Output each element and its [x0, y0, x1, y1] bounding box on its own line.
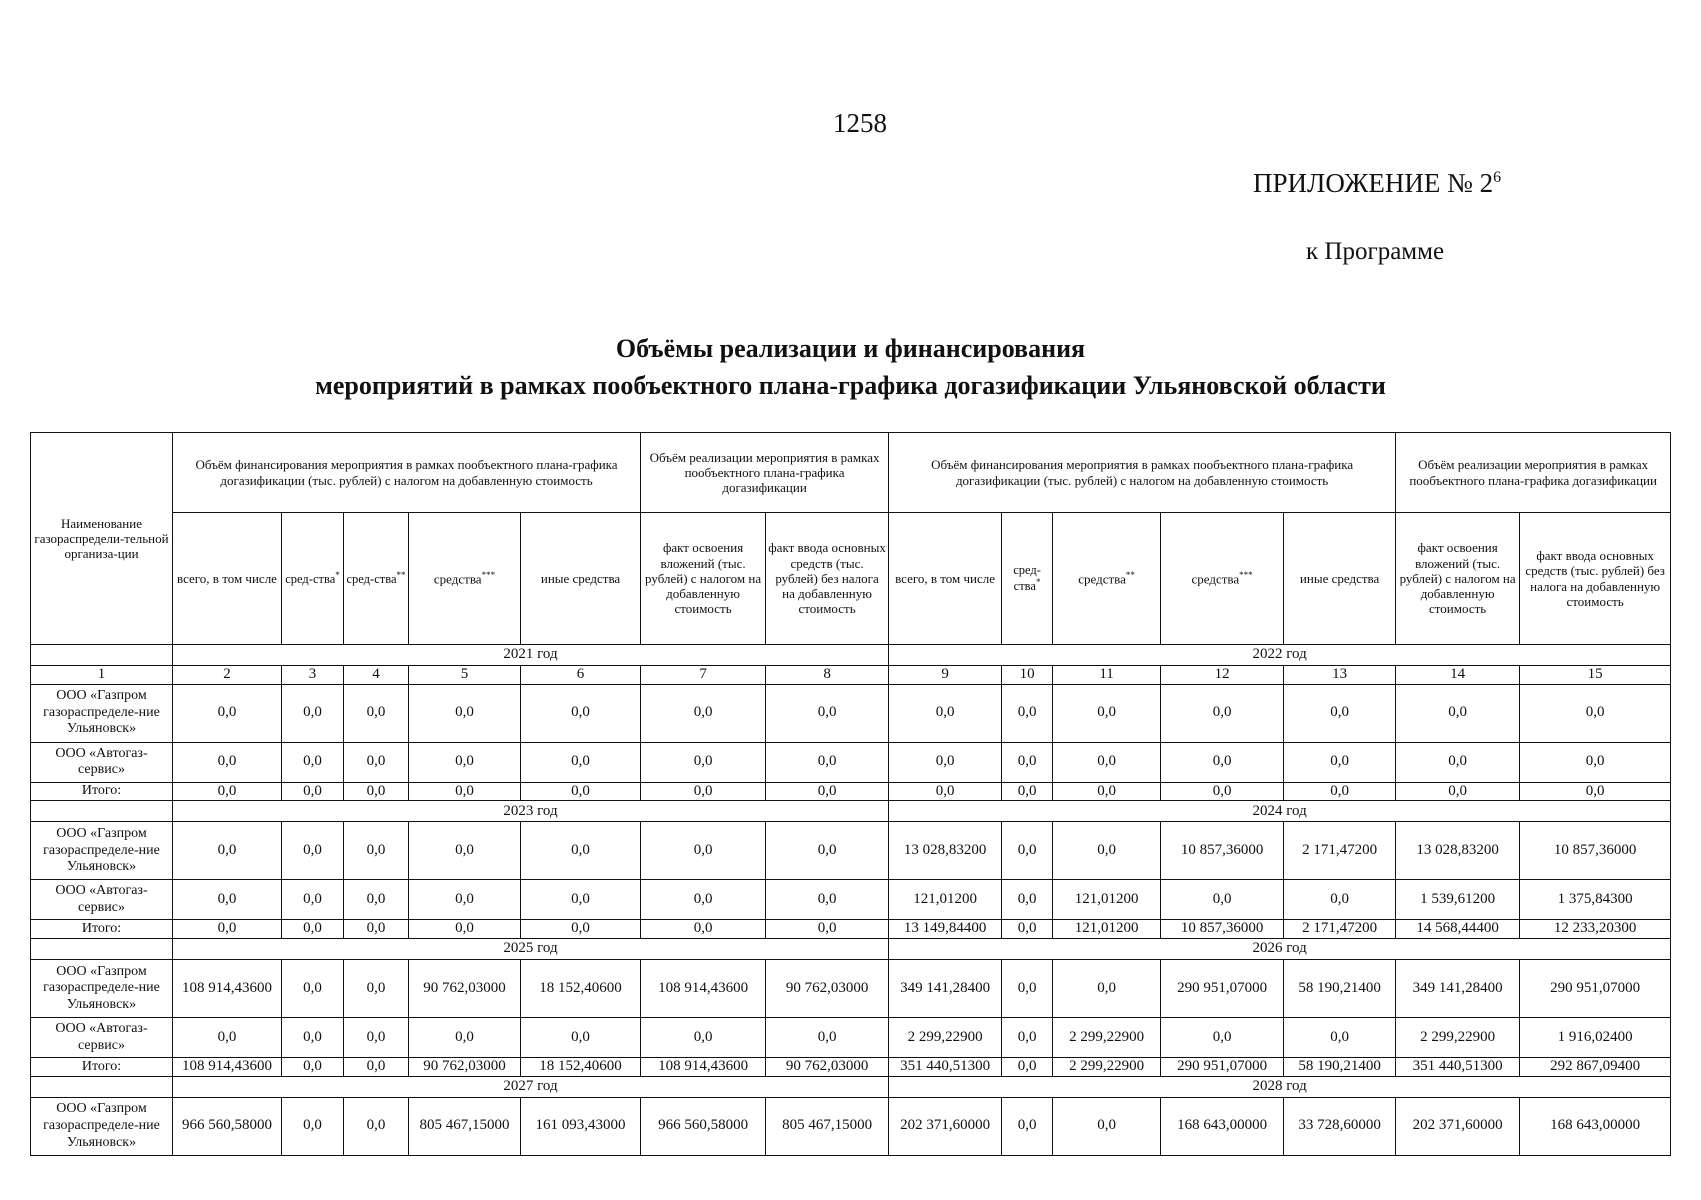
value-cell: 0,0	[766, 742, 889, 782]
column-number: 2	[173, 666, 282, 685]
value-cell: 290 951,07000	[1161, 960, 1284, 1018]
value-cell: 0,0	[282, 960, 344, 1018]
table-row	[31, 960, 1671, 1018]
header-total-left: всего, в том числе	[173, 513, 282, 645]
value-cell: 12 233,20300	[1520, 920, 1671, 939]
column-number: 5	[409, 666, 521, 685]
appendix-label	[1253, 168, 1501, 199]
value-cell: 10 857,36000	[1520, 822, 1671, 880]
header-funds-regional-left	[344, 513, 409, 645]
column-numbers-row	[31, 666, 1671, 685]
value-cell: 90 762,03000	[766, 960, 889, 1018]
year-row-blank	[31, 939, 173, 960]
header-funds-text: средства	[1078, 571, 1126, 587]
value-cell: 1 916,02400	[1520, 1018, 1671, 1058]
value-cell: 0,0	[282, 920, 344, 939]
value-cell: 0,0	[1284, 782, 1396, 801]
value-cell: 0,0	[409, 742, 521, 782]
value-cell: 2 299,22900	[889, 1018, 1002, 1058]
value-cell: 0,0	[409, 1018, 521, 1058]
footnote-mark: *	[335, 570, 340, 581]
value-cell: 966 560,58000	[641, 1097, 766, 1155]
value-cell: 0,0	[641, 920, 766, 939]
value-cell: 0,0	[1002, 880, 1053, 920]
value-cell: 18 152,40600	[521, 1058, 641, 1077]
value-cell: 0,0	[766, 782, 889, 801]
value-cell: 0,0	[282, 1018, 344, 1058]
header-total-right: всего, в том числе	[889, 513, 1002, 645]
org-name-cell: Итого:	[31, 1058, 173, 1077]
value-cell: 2 299,22900	[1053, 1018, 1161, 1058]
value-cell: 0,0	[344, 782, 409, 801]
value-cell: 0,0	[1002, 1018, 1053, 1058]
header-funds-regional-right	[1053, 513, 1161, 645]
header-funds-text: средства	[1191, 571, 1240, 587]
value-cell: 0,0	[173, 684, 282, 742]
value-cell: 0,0	[344, 960, 409, 1018]
year-label-left: 2025 год	[173, 939, 889, 960]
value-cell: 0,0	[344, 1018, 409, 1058]
column-number: 15	[1520, 666, 1671, 685]
value-cell: 0,0	[1053, 960, 1161, 1018]
value-cell: 349 141,28400	[889, 960, 1002, 1018]
value-cell: 0,0	[766, 920, 889, 939]
value-cell: 0,0	[1284, 684, 1396, 742]
value-cell: 0,0	[1053, 742, 1161, 782]
table-row	[31, 1097, 1671, 1155]
value-cell: 2 171,47200	[1284, 920, 1396, 939]
value-cell: 0,0	[409, 920, 521, 939]
value-cell: 14 568,44400	[1396, 920, 1520, 939]
value-cell: 2 299,22900	[1396, 1018, 1520, 1058]
year-label-right: 2028 год	[889, 1076, 1671, 1097]
value-cell: 0,0	[1053, 1097, 1161, 1155]
header-funds-federal-left	[282, 513, 344, 645]
value-cell: 349 141,28400	[1396, 960, 1520, 1018]
value-cell: 121,01200	[1053, 880, 1161, 920]
value-cell: 1 375,84300	[1520, 880, 1671, 920]
value-cell: 0,0	[344, 742, 409, 782]
header-funds-text: сред-ства	[285, 572, 336, 587]
year-row	[31, 939, 1671, 960]
year-label-left: 2023 год	[173, 801, 889, 822]
total-row	[31, 1058, 1671, 1077]
value-cell: 90 762,03000	[409, 1058, 521, 1077]
year-label-right: 2022 год	[889, 645, 1671, 666]
value-cell: 0,0	[1284, 742, 1396, 782]
value-cell: 0,0	[173, 1018, 282, 1058]
value-cell: 0,0	[1002, 822, 1053, 880]
value-cell: 0,0	[282, 742, 344, 782]
value-cell: 0,0	[282, 684, 344, 742]
value-cell: 0,0	[1002, 782, 1053, 801]
column-number: 12	[1161, 666, 1284, 685]
value-cell: 0,0	[173, 782, 282, 801]
value-cell: 0,0	[344, 880, 409, 920]
value-cell: 161 093,43000	[521, 1097, 641, 1155]
year-row	[31, 1076, 1671, 1097]
value-cell: 0,0	[1520, 742, 1671, 782]
value-cell: 0,0	[641, 742, 766, 782]
value-cell: 58 190,21400	[1284, 1058, 1396, 1077]
column-number: 14	[1396, 666, 1520, 685]
header-funds-text: сред-ства	[346, 572, 397, 587]
column-number: 6	[521, 666, 641, 685]
value-cell: 13 149,84400	[889, 920, 1002, 939]
header-financing-left: Объём финансирования мероприятия в рамках пообъектного плана-графика догазификации (тыс. рублей) с налогом на добавленную стоимость	[173, 433, 641, 513]
org-name-cell: ООО «Газпром газораспределе-ние Ульяновск»	[31, 960, 173, 1018]
appendix-text: ПРИЛОЖЕНИЕ № 2	[1253, 168, 1494, 198]
value-cell: 0,0	[1161, 1018, 1284, 1058]
value-cell: 121,01200	[1053, 920, 1161, 939]
column-number: 9	[889, 666, 1002, 685]
org-name-cell: ООО «Газпром газораспределе-ние Ульяновск»	[31, 1097, 173, 1155]
footnote-mark: **	[1125, 570, 1135, 581]
value-cell: 0,0	[1396, 782, 1520, 801]
header-fact-commission-right: факт ввода основных средств (тыс. рублей) без налога на добавленную стоимость	[1520, 513, 1671, 645]
value-cell: 13 028,83200	[889, 822, 1002, 880]
value-cell: 18 152,40600	[521, 960, 641, 1018]
value-cell: 0,0	[1284, 1018, 1396, 1058]
org-name-cell: ООО «Газпром газораспределе-ние Ульяновск»	[31, 822, 173, 880]
value-cell: 0,0	[766, 684, 889, 742]
header-row-groups	[31, 433, 1671, 513]
value-cell: 1 539,61200	[1396, 880, 1520, 920]
value-cell: 0,0	[889, 782, 1002, 801]
footnote-mark: *	[1035, 577, 1041, 588]
value-cell: 805 467,15000	[409, 1097, 521, 1155]
value-cell: 0,0	[1002, 684, 1053, 742]
year-label-left: 2027 год	[173, 1076, 889, 1097]
value-cell: 2 171,47200	[1284, 822, 1396, 880]
value-cell: 0,0	[282, 1058, 344, 1077]
value-cell: 0,0	[1161, 742, 1284, 782]
value-cell: 0,0	[1002, 1097, 1053, 1155]
value-cell: 202 371,60000	[1396, 1097, 1520, 1155]
value-cell: 0,0	[344, 920, 409, 939]
value-cell: 0,0	[344, 822, 409, 880]
value-cell: 0,0	[344, 1097, 409, 1155]
table-row	[31, 684, 1671, 742]
table-row	[31, 822, 1671, 880]
value-cell: 0,0	[889, 684, 1002, 742]
header-row-columns	[31, 513, 1671, 645]
value-cell: 0,0	[641, 1018, 766, 1058]
header-funds-text: средства	[433, 571, 482, 587]
column-number: 8	[766, 666, 889, 685]
value-cell: 0,0	[282, 880, 344, 920]
header-funds-local-left	[409, 513, 521, 645]
header-fact-commission-left: факт ввода основных средств (тыс. рублей) без налога на добавленную стоимость	[766, 513, 889, 645]
column-number: 7	[641, 666, 766, 685]
value-cell: 0,0	[344, 1058, 409, 1077]
value-cell: 0,0	[282, 782, 344, 801]
total-row	[31, 920, 1671, 939]
org-name-cell: ООО «Автогаз-сервис»	[31, 1018, 173, 1058]
value-cell: 290 951,07000	[1520, 960, 1671, 1018]
value-cell: 58 190,21400	[1284, 960, 1396, 1018]
value-cell: 0,0	[521, 1018, 641, 1058]
value-cell: 0,0	[1161, 880, 1284, 920]
value-cell: 0,0	[1520, 684, 1671, 742]
year-row-blank	[31, 1076, 173, 1097]
value-cell: 0,0	[641, 822, 766, 880]
value-cell: 351 440,51300	[1396, 1058, 1520, 1077]
value-cell: 0,0	[173, 920, 282, 939]
value-cell: 351 440,51300	[889, 1058, 1002, 1077]
org-name-cell: ООО «Автогаз-сервис»	[31, 742, 173, 782]
value-cell: 0,0	[1002, 742, 1053, 782]
footnote-mark: ***	[481, 570, 496, 581]
year-row-blank	[31, 645, 173, 666]
value-cell: 0,0	[641, 782, 766, 801]
value-cell: 168 643,00000	[1520, 1097, 1671, 1155]
value-cell: 0,0	[521, 742, 641, 782]
value-cell: 10 857,36000	[1161, 822, 1284, 880]
year-row	[31, 645, 1671, 666]
value-cell: 0,0	[766, 880, 889, 920]
value-cell: 0,0	[409, 822, 521, 880]
value-cell: 0,0	[521, 684, 641, 742]
header-other-funds-left: иные средства	[521, 513, 641, 645]
value-cell: 0,0	[173, 880, 282, 920]
value-cell: 0,0	[766, 1018, 889, 1058]
document-title-line-1: Объёмы реализации и финансирования	[615, 334, 1086, 363]
footnote-mark: ***	[1239, 570, 1253, 581]
value-cell: 0,0	[766, 822, 889, 880]
value-cell: 292 867,09400	[1520, 1058, 1671, 1077]
value-cell: 90 762,03000	[766, 1058, 889, 1077]
value-cell: 0,0	[1520, 782, 1671, 801]
value-cell: 10 857,36000	[1161, 920, 1284, 939]
value-cell: 0,0	[173, 822, 282, 880]
column-number: 10	[1002, 666, 1053, 685]
column-number: 4	[344, 666, 409, 685]
appendix-superscript: 6	[1493, 169, 1502, 186]
value-cell: 0,0	[889, 742, 1002, 782]
value-cell: 0,0	[521, 822, 641, 880]
year-row-blank	[31, 801, 173, 822]
table-row	[31, 1018, 1671, 1058]
value-cell: 0,0	[521, 782, 641, 801]
column-number: 1	[31, 666, 173, 685]
to-program-label: к Программе	[1306, 238, 1445, 265]
value-cell: 33 728,60000	[1284, 1097, 1396, 1155]
header-fact-investment-right: факт освоения вложений (тыс. рублей) с налогом на добавленную стоимость	[1396, 513, 1520, 645]
value-cell: 0,0	[1161, 684, 1284, 742]
value-cell: 0,0	[409, 880, 521, 920]
header-funds-federal-right	[1002, 513, 1053, 645]
value-cell: 0,0	[1161, 782, 1284, 801]
year-row	[31, 801, 1671, 822]
value-cell: 0,0	[409, 684, 521, 742]
table-row	[31, 880, 1671, 920]
value-cell: 0,0	[282, 822, 344, 880]
financing-table	[30, 432, 1671, 1156]
value-cell: 0,0	[1002, 960, 1053, 1018]
year-label-right: 2024 год	[889, 801, 1671, 822]
value-cell: 13 028,83200	[1396, 822, 1520, 880]
header-funds-text: сред-ства	[1013, 562, 1041, 594]
value-cell: 0,0	[1396, 742, 1520, 782]
org-name-cell: Итого:	[31, 920, 173, 939]
org-name-cell: ООО «Газпром газораспределе-ние Ульяновск»	[31, 684, 173, 742]
header-org-name: Наименование газораспредели-тельной организа-ции	[31, 433, 173, 645]
year-label-right: 2026 год	[889, 939, 1671, 960]
value-cell: 108 914,43600	[641, 960, 766, 1018]
column-number: 13	[1284, 666, 1396, 685]
header-other-funds-right: иные средства	[1284, 513, 1396, 645]
value-cell: 290 951,07000	[1161, 1058, 1284, 1077]
value-cell: 108 914,43600	[641, 1058, 766, 1077]
value-cell: 2 299,22900	[1053, 1058, 1161, 1077]
header-fact-investment-left: факт освоения вложений (тыс. рублей) с налогом на добавленную стоимость	[641, 513, 766, 645]
value-cell: 202 371,60000	[889, 1097, 1002, 1155]
total-row	[31, 782, 1671, 801]
value-cell: 0,0	[641, 880, 766, 920]
page-number: 1258	[833, 108, 887, 138]
value-cell: 0,0	[641, 684, 766, 742]
value-cell: 0,0	[1053, 684, 1161, 742]
column-number: 3	[282, 666, 344, 685]
value-cell: 108 914,43600	[173, 1058, 282, 1077]
value-cell: 0,0	[521, 880, 641, 920]
value-cell: 0,0	[409, 782, 521, 801]
header-implementation-left: Объём реализации мероприятия в рамках пообъектного плана-графика догазификации	[641, 433, 889, 513]
value-cell: 0,0	[1053, 782, 1161, 801]
value-cell: 0,0	[1284, 880, 1396, 920]
value-cell: 0,0	[521, 920, 641, 939]
value-cell: 0,0	[344, 684, 409, 742]
value-cell: 121,01200	[889, 880, 1002, 920]
document-title-line-2: мероприятий в рамках пообъектного плана-графика догазификации Ульяновской области	[315, 371, 1386, 400]
header-financing-right: Объём финансирования мероприятия в рамках пообъектного плана-графика догазификации (тыс. рублей) с налогом на добавленную стоимость	[889, 433, 1396, 513]
value-cell: 805 467,15000	[766, 1097, 889, 1155]
org-name-cell: ООО «Автогаз-сервис»	[31, 880, 173, 920]
value-cell: 0,0	[282, 1097, 344, 1155]
value-cell: 168 643,00000	[1161, 1097, 1284, 1155]
value-cell: 0,0	[1396, 684, 1520, 742]
year-label-left: 2021 год	[173, 645, 889, 666]
table-row	[31, 742, 1671, 782]
value-cell: 0,0	[1002, 1058, 1053, 1077]
value-cell: 966 560,58000	[173, 1097, 282, 1155]
value-cell: 0,0	[1053, 822, 1161, 880]
column-number: 11	[1053, 666, 1161, 685]
footnote-mark: **	[396, 570, 406, 581]
header-implementation-right: Объём реализации мероприятия в рамках пообъектного плана-графика догазификации	[1396, 433, 1671, 513]
value-cell: 108 914,43600	[173, 960, 282, 1018]
value-cell: 90 762,03000	[409, 960, 521, 1018]
header-funds-local-right	[1161, 513, 1284, 645]
value-cell: 0,0	[173, 742, 282, 782]
org-name-cell: Итого:	[31, 782, 173, 801]
value-cell: 0,0	[1002, 920, 1053, 939]
